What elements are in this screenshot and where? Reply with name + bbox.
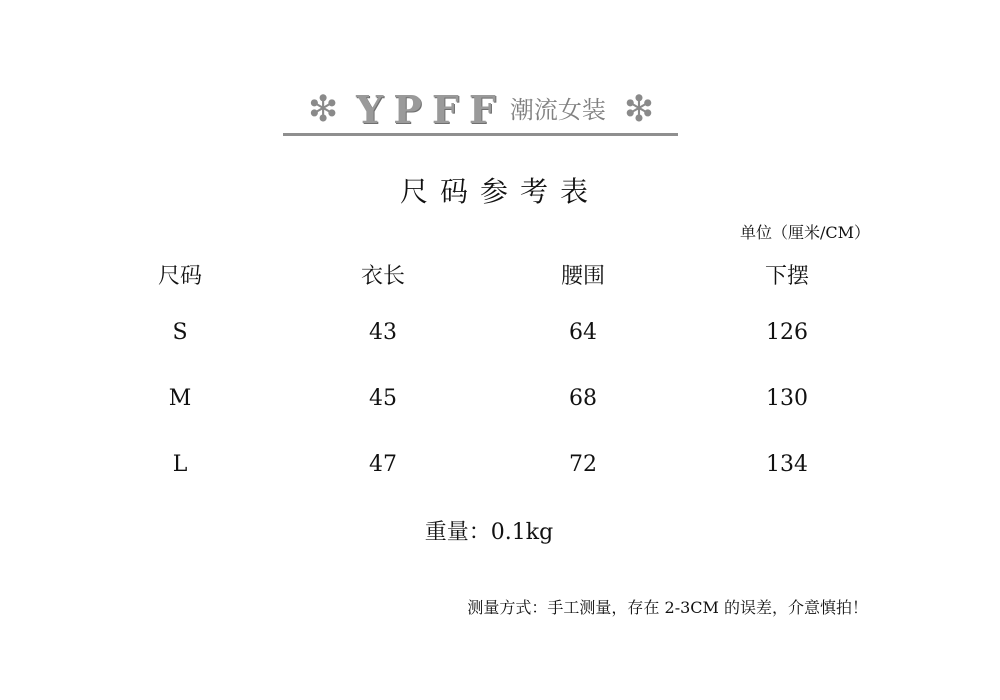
brand-name: YPFF — [356, 87, 506, 132]
brand-underline — [283, 133, 678, 136]
cell-waist: 72 — [569, 452, 597, 477]
cell-size: L — [172, 452, 188, 477]
header-hem: 下摆 — [764, 264, 809, 289]
weight-text: 重量：0.1kg — [424, 520, 554, 545]
cell-waist: 64 — [569, 320, 597, 345]
cell-size: M — [168, 386, 192, 411]
cell-length: 43 — [369, 320, 397, 345]
cell-length: 45 — [369, 386, 397, 411]
snowflake-icon-left: ❇ — [307, 89, 339, 130]
brand-subtitle: 潮流女装 — [509, 96, 606, 124]
unit-label: 单位（厘米/CM） — [739, 223, 870, 242]
header-size: 尺码 — [157, 264, 202, 289]
header-waist: 腰围 — [560, 264, 605, 289]
cell-waist: 68 — [569, 386, 597, 411]
snowflake-icon-right: ❇ — [623, 89, 654, 130]
header-length: 衣长 — [360, 264, 405, 289]
cell-hem: 130 — [766, 386, 808, 411]
measurement-note: 测量方式：手工测量，存在 2-3CM 的误差，介意慎拍！ — [467, 598, 868, 617]
brand-logo — [284, 88, 678, 132]
cell-hem: 126 — [766, 320, 808, 345]
cell-size: S — [172, 320, 188, 345]
page-title: 尺码参考表 — [399, 175, 600, 208]
cell-length: 47 — [369, 452, 397, 477]
cell-hem: 134 — [766, 452, 808, 477]
